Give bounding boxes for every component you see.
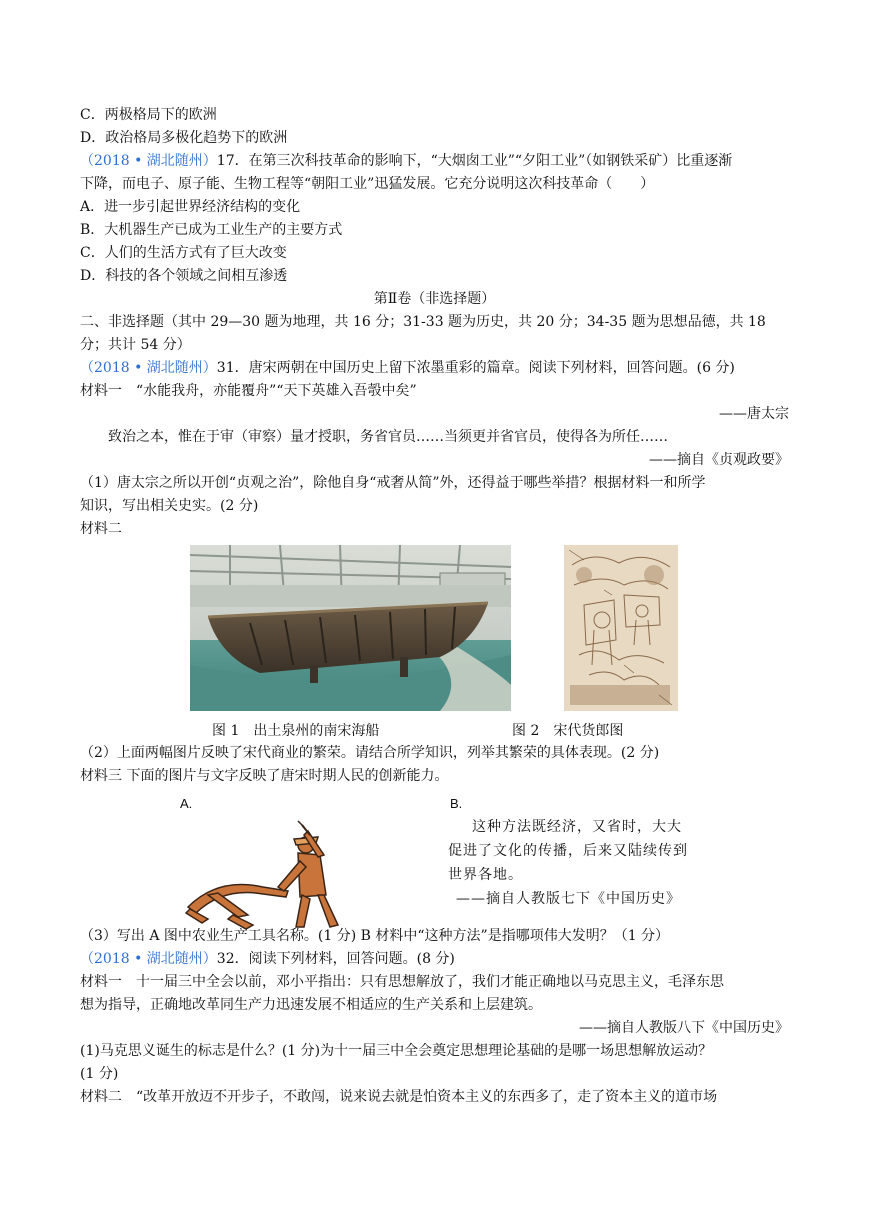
question-17-line1 [80, 150, 732, 172]
option-c-prev: C．两极格局下的欧洲 [80, 107, 217, 123]
peddler-painting-image [564, 545, 678, 711]
figure-b-label: B. [450, 796, 463, 811]
q32-material-1-line2: 想为指导，正确地改革同生产力迅速发展不相适应的生产关系和上层建筑。 [80, 997, 542, 1013]
q32-sub-question-1-line2: (1 分) [80, 1066, 119, 1082]
option-a: A．进一步引起世界经济结构的变化 [80, 199, 301, 215]
material-2-label: 材料二 [80, 521, 122, 537]
q32-material-2: 材料二 “改革开放迈不开步子，不敢闯，说来说去就是怕资本主义的东西多了，走了资本主义的道市场 [80, 1089, 718, 1105]
material-1-quote: 致治之本，惟在于审（审察）量才授职，务省官员……当须更并省官员，使得各为所任…… [108, 429, 668, 445]
sub-question-3: （3）写出 A 图中农业生产工具名称。(1 分) B 材料中“这种方法”是指哪项伟大发明？（1 分） [80, 928, 670, 944]
figure-2-caption: 图 2 宋代货郎图 [512, 723, 624, 739]
question-source: （2018 • 湖北随州） [80, 153, 217, 169]
question-17-line2: 下降，而电子、原子能、生物工程等“朝阳工业”迅猛发展。它充分说明这次科技革命（ ） [80, 176, 655, 192]
option-d-prev: D．政治格局多极化趋势下的欧洲 [80, 130, 288, 146]
q32-material-1-line1: 材料一 十一届三中全会以前，邓小平指出：只有思想解放了，我们才能正确地以马克思主义，毛泽东思 [80, 974, 724, 990]
sub-question-1-line2: 知识，写出相关史实。(2 分) [80, 498, 259, 514]
sub-question-1-line1: （1）唐太宗之所以开创“贞观之治”，除他自身“戒奢从简”外，还得益于哪些举措？根据材料一和所学 [80, 475, 706, 491]
figure-b-attribution: ——摘自人教版七下《中国历史》 [456, 891, 681, 907]
curved-plough-illustration [178, 815, 360, 933]
question-32-text: 32．阅读下列材料，回答问题。(8 分) [216, 951, 455, 967]
question-31 [80, 357, 735, 379]
q32-sub-question-1-line1: (1)马克思义诞生的标志是什么？(1 分)为十一届三中全会奠定思想理论基础的是哪一场思想解放运动？ [80, 1043, 713, 1059]
section-2-line1: 二、非选择题（其中 29—30 题为地理，共 16 分；31-33 题为历史，共 20 分；34-35 题为思想品德，共 18 [80, 314, 766, 330]
material-3: 材料三 下面的图片与文字反映了唐宋时期人民的创新能力。 [80, 768, 449, 784]
figure-b-text-line1: 这种方法既经济，又省时，大大 [472, 819, 682, 835]
option-c: C．人们的生活方式有了巨大改变 [80, 245, 287, 261]
option-b: B．大机器生产已成为工业生产的主要方式 [80, 222, 343, 238]
question-source: （2018 • 湖北随州） [80, 360, 217, 376]
figure-a-label: A. [180, 796, 193, 811]
figure-1-caption: 图 1 出土泉州的南宋海船 [212, 723, 380, 739]
sub-question-2: （2）上面两幅图片反映了宋代商业的繁荣。请结合所学知识，列举其繁荣的具体表现。(2 分) [80, 745, 660, 761]
question-17-text: 17．在第三次科技革命的影响下，“大烟囱工业”“夕阳工业”（如钢铁采矿）比重逐渐 [216, 153, 733, 169]
song-ship-photo [190, 545, 511, 711]
question-source: （2018 • 湖北随州） [80, 951, 217, 967]
volume-2-heading: 第Ⅱ卷（非选择题） [373, 291, 496, 307]
question-32 [80, 948, 455, 970]
material-1-quote-attribution: ——摘自《贞观政要》 [649, 452, 789, 468]
q32-material-1-attribution: ——摘自人教版八下《中国历史》 [579, 1020, 789, 1036]
figure-b-text-line3: 世界各地。 [448, 867, 523, 883]
figure-b-text-line2: 促进了文化的传播，后来又陆续传到 [448, 843, 688, 859]
question-31-text: 31．唐宋两朝在中国历史上留下浓墨重彩的篇章。阅读下列材料，回答问题。(6 分) [216, 360, 735, 376]
section-2-line2: 分；共计 54 分） [80, 337, 191, 353]
peddler-painting [564, 545, 678, 711]
option-d: D．科技的各个领域之间相互渗透 [80, 268, 288, 284]
material-1: 材料一 “水能我舟，亦能覆舟”“天下英雄入吾彀中矣” [80, 383, 417, 399]
plough-farmer-image [178, 815, 360, 933]
material-1-attribution: ——唐太宗 [719, 406, 789, 422]
ship-photo-image [190, 545, 511, 711]
